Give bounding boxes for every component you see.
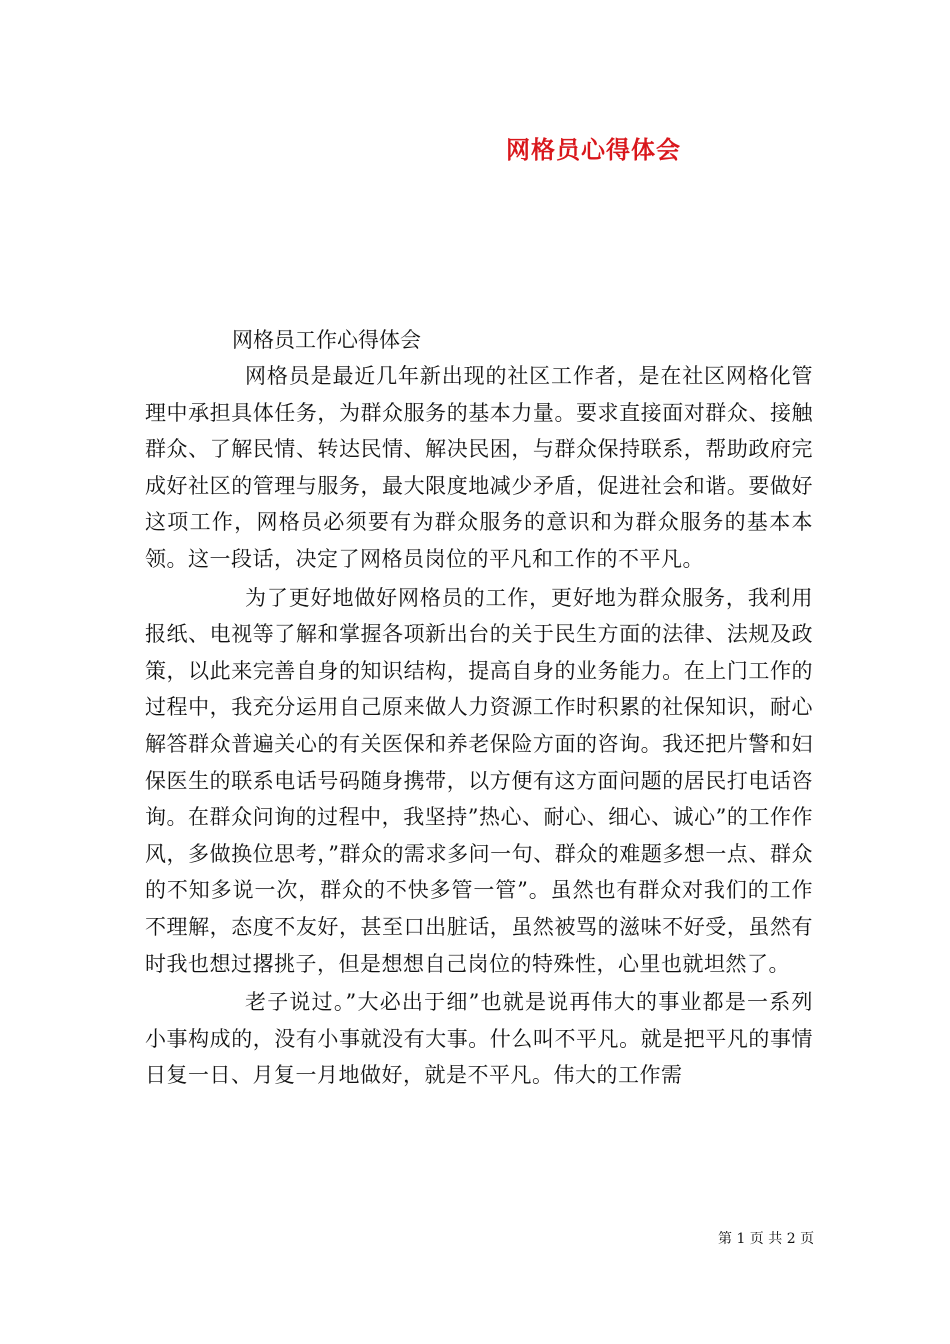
document-title: 网格员心得体会 [506,135,681,164]
document-body [145,358,813,1094]
paragraph-2: 为了更好地做好网格员的工作，更好地为群众服务，我利用报纸、电视等了解和掌握各项新出台的关于民生方面的法律、法规及政策，以此来完善自身的知识结构，提高自身的业务能力。在上门工作的过程中，我充分运用自己原来做人力资源工作时积累的社保知识，耐心解答群众普遍关心的有关医保和养老保险方面的咨询。我还把片警和妇保医生的联系电话号码随身携带，以方便有这方面问题的居民打电话咨询。在群众问询的过程中，我坚持”热心、耐心、细心、诚心”的工作作风，多做换位思考，”群众的需求多问一句、群众的难题多想一点、群众的不知多说一次，群众的不快多管一管”。虽然也有群众对我们的工作不理解，态度不友好，甚至口出脏话，虽然被骂的滋味不好受，虽然有时我也想过撂挑子，但是想想自己岗位的特殊性，心里也就坦然了。 [145,585,813,976]
page-footer: 第 1 页 共 2 页 [718,1231,815,1247]
paragraph-3: 老子说过。”大必出于细”也就是说再伟大的事业都是一系列小事构成的，没有小事就没有大事。什么叫不平凡。就是把平凡的事情日复一日、月复一月地做好，就是不平凡。伟大的工作需 [145,990,813,1088]
document-subtitle: 网格员工作心得体会 [232,328,421,352]
paragraph-1: 网格员是最近几年新出现的社区工作者，是在社区网格化管理中承担具体任务，为群众服务的基本力量。要求直接面对群众、接触群众、了解民情、转达民情、解决民困，与群众保持联系，帮助政府完成好社区的管理与服务，最大限度地减少矛盾，促进社会和谐。要做好这项工作，网格员必须要有为群众服务的意识和为群众服务的基本本领。这一段话，决定了网格员岗位的平凡和工作的不平凡。 [145,364,813,571]
